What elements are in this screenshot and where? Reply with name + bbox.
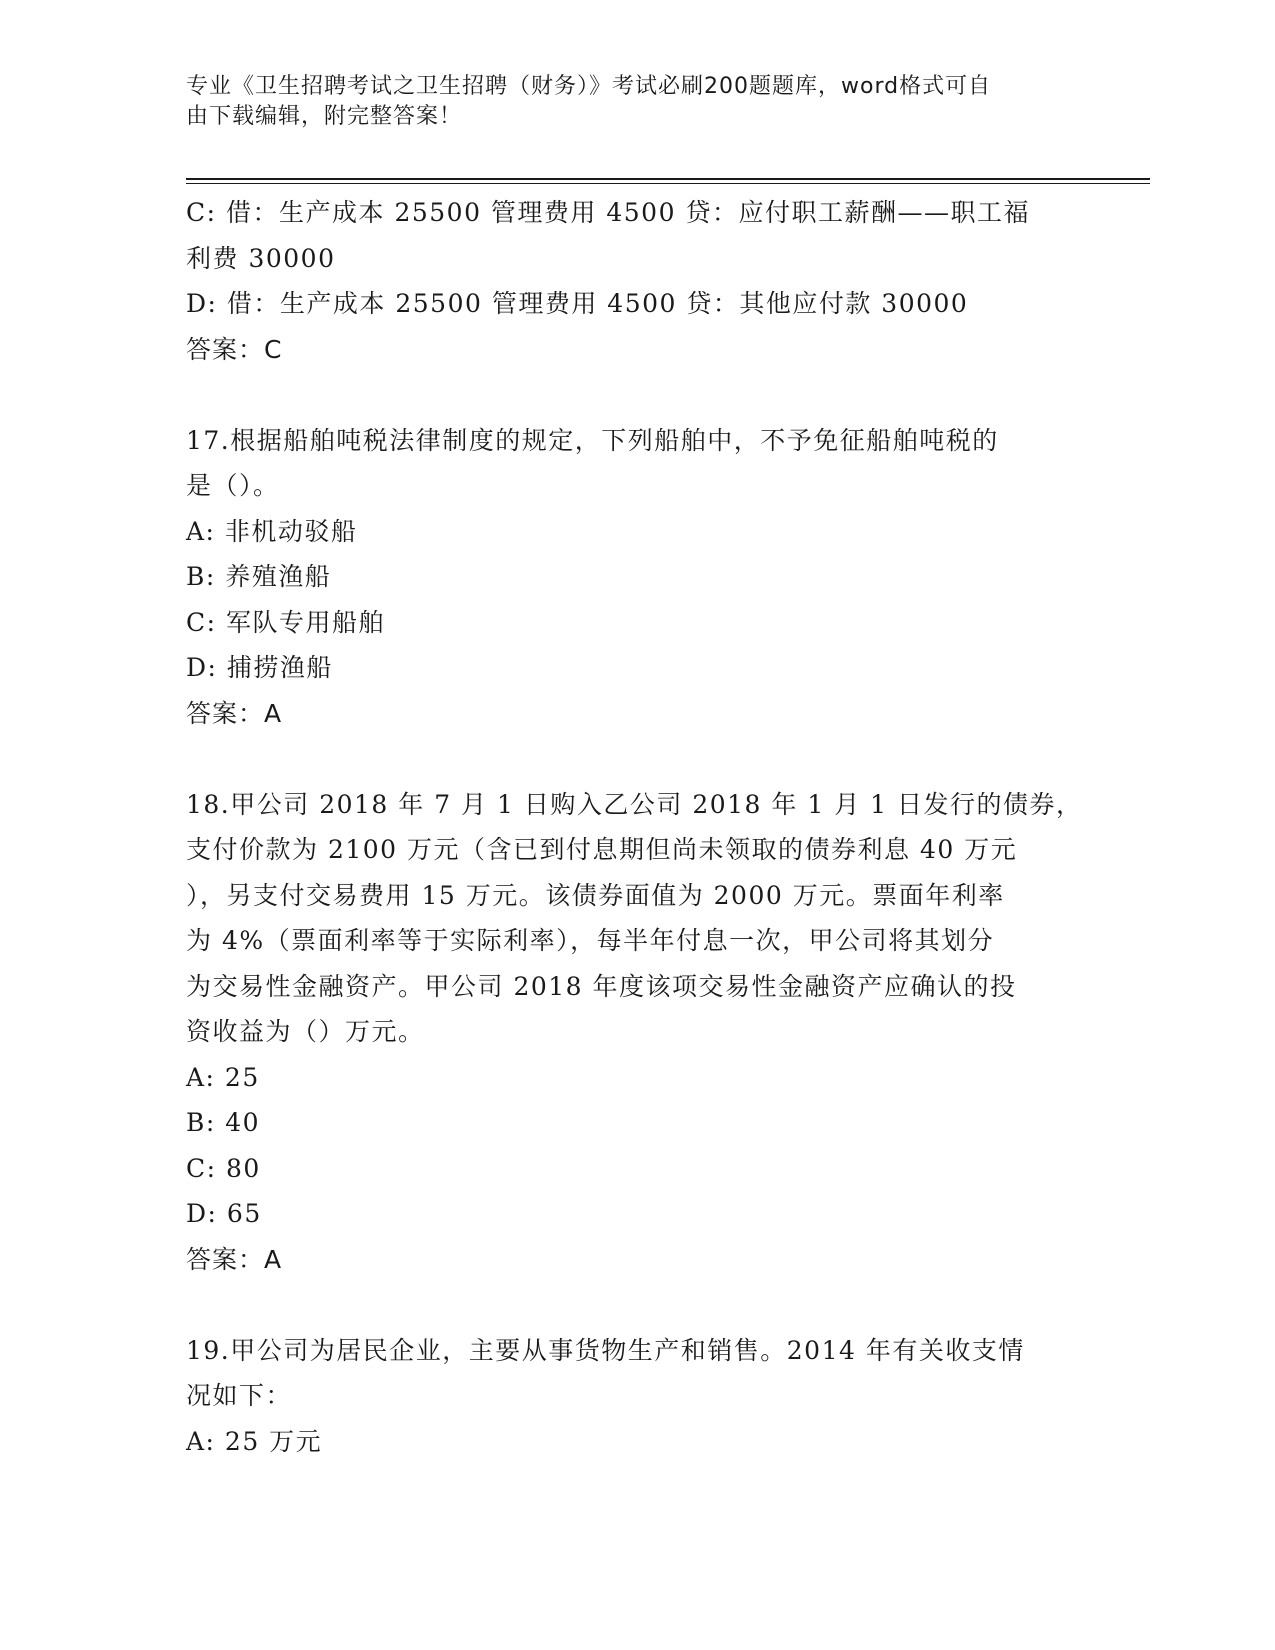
spacer: [186, 736, 1086, 782]
option-d: D: 65: [186, 1199, 262, 1228]
question-stem-line-3: ），另支付交易费用 15 万元。该债券面值为 2000 万元。票面年利率: [186, 880, 1005, 910]
header-title-line-1: 专业《卫生招聘考试之卫生招聘（财务）》考试必刷200题题库，word格式可自: [186, 74, 992, 99]
option-a: A: 25: [186, 1062, 260, 1092]
answer-line: 答案：A: [186, 698, 283, 728]
option-d: D: 借：生产成本 25500 管理费用 4500 贷：其他应付款 30000: [186, 289, 969, 318]
spacer: [186, 1282, 1086, 1328]
question-stem-line-1: 19.甲公司为居民企业，主要从事货物生产和销售。2014 年有关收支情: [186, 1335, 1025, 1365]
spacer: [186, 372, 1086, 418]
question-stem-line-2: 是（）。: [186, 471, 280, 500]
document-body: [186, 190, 1086, 1464]
answer-line: 答案：A: [186, 1244, 283, 1274]
question-stem-line-5: 为交易性金融资产。甲公司 2018 年度该项交易性金融资产应确认的投: [186, 971, 1017, 1001]
question-stem-line-2: 支付价款为 2100 万元（含已到付息期但尚未领取的债券利息 40 万元: [186, 835, 1018, 864]
header-divider-thin: [186, 183, 1150, 184]
option-a: A: 25 万元: [186, 1426, 323, 1456]
question-stem-line-4: 为 4%（票面利率等于实际利率），每半年付息一次，甲公司将其划分: [186, 926, 995, 955]
option-c-line-1: C: 借：生产成本 25500 管理费用 4500 贷：应付职工薪酬——职工福: [186, 198, 1030, 227]
question-stem-line-1: 18.甲公司 2018 年 7 月 1 日购入乙公司 2018 年 1 月 1 日发行的债券，: [186, 789, 1083, 819]
header-title-line-2: 由下载编辑，附完整答案！: [186, 104, 463, 129]
option-c: C: 80: [186, 1153, 261, 1183]
question-stem-line-1: 17.根据船舶吨税法律制度的规定，下列船舶中，不予免征船舶吨税的: [186, 425, 999, 455]
question-stem-line-6: 资收益为（）万元。: [186, 1017, 425, 1046]
option-c: C: 军队专用船舶: [186, 607, 385, 637]
option-b: B: 40: [186, 1108, 261, 1137]
question-stem-line-2: 况如下：: [186, 1381, 293, 1410]
option-a: A: 非机动驳船: [186, 516, 358, 546]
option-d: D: 捕捞渔船: [186, 653, 333, 682]
answer-line: 答案：C: [186, 334, 283, 364]
option-c-line-2: 利费 30000: [186, 243, 336, 273]
question-17: [186, 418, 1086, 737]
header-divider-thick: [186, 178, 1150, 180]
option-b: B: 养殖渔船: [186, 562, 332, 591]
document-header: [186, 72, 1066, 132]
question-18: [186, 782, 1086, 1283]
question-19: [186, 1328, 1086, 1465]
previous-question-tail: [186, 190, 1086, 372]
